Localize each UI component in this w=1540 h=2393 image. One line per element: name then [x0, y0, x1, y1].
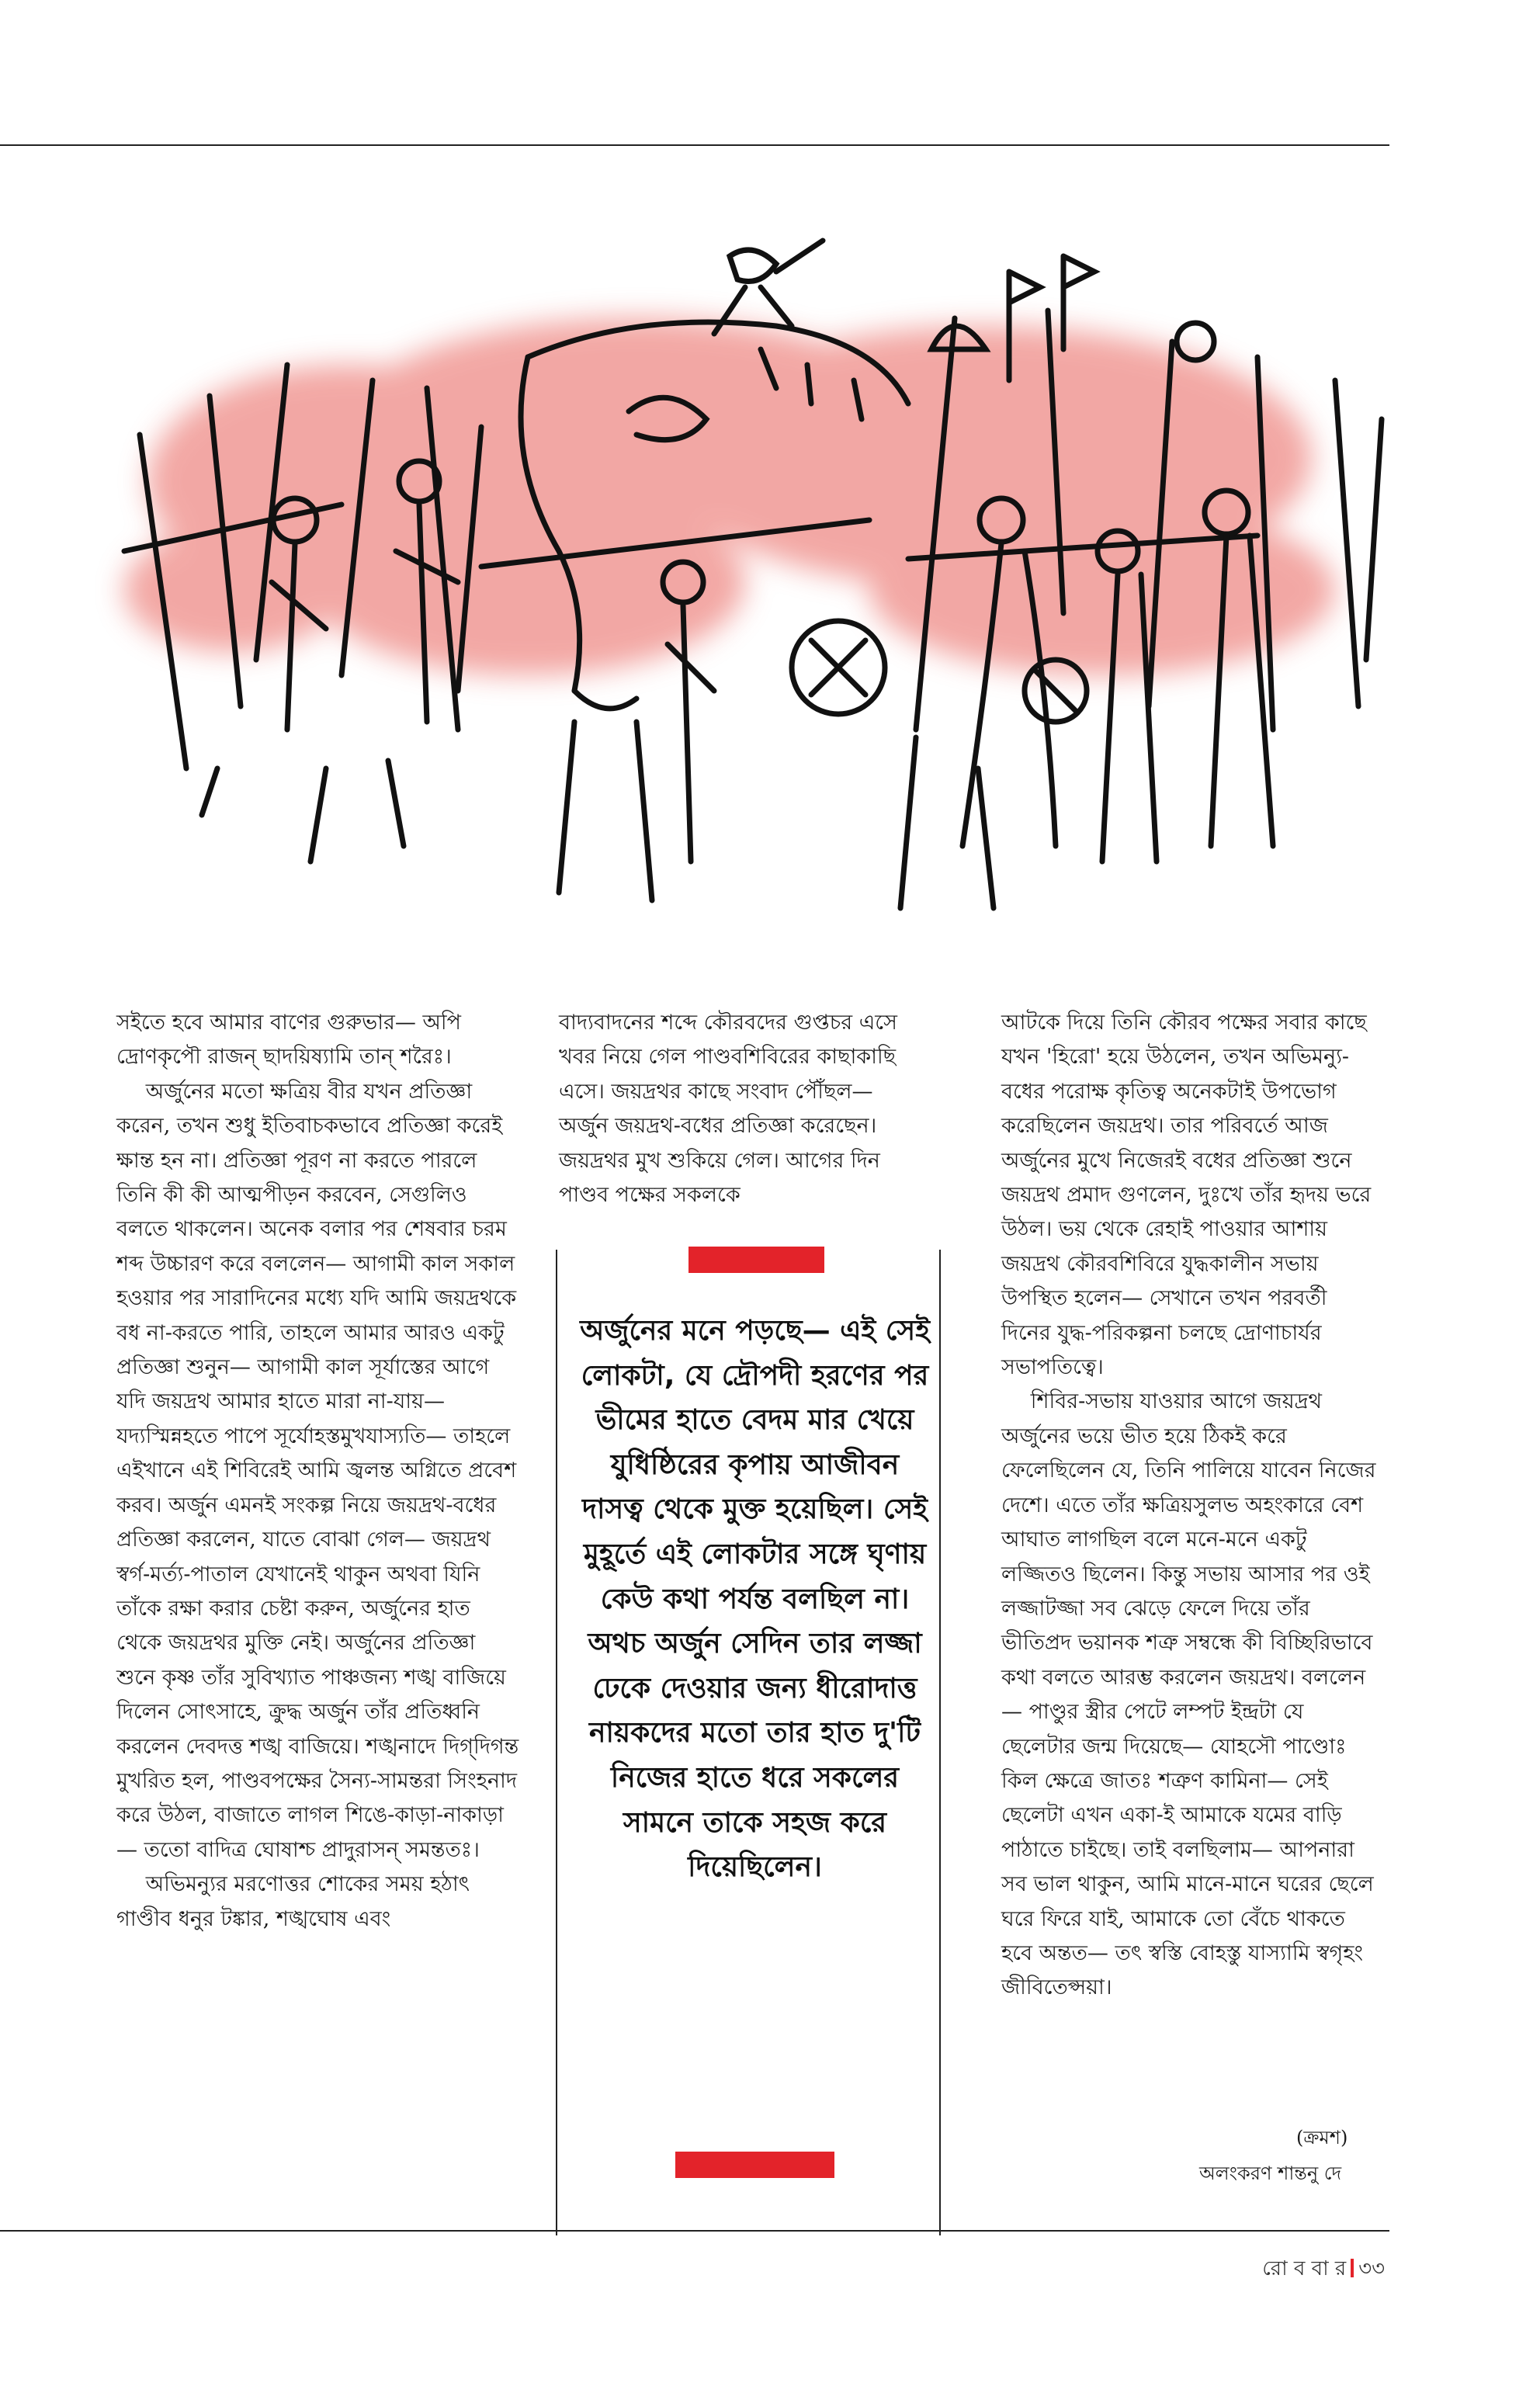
column-divider	[556, 1250, 557, 2235]
footer-separator	[1351, 2259, 1354, 2277]
pullquote-bottom-bar	[675, 2152, 834, 2178]
illustration-sketch	[93, 225, 1413, 947]
article-column-1	[116, 1006, 520, 1937]
paragraph: অর্জুনের মতো ক্ষত্রিয় বীর যখন প্রতিজ্ঞা করেন, তখন শুধু ইতিবাচকভাবে প্রতিজ্ঞা করেই ক্ষান্ত হন না। প্রতিজ্ঞা পূরণ না করতে পারলে তিনি কী কী আত্মপীড়ন করবেন, সেগুলিও বলতে থাকলেন। অনেক বলার পর শেষবার চরম শব্দ উচ্চারণ করে বললেন— আগামী কাল সকাল হওয়ার পর সারাদিনের মধ্যে যদি আমি জয়দ্রথকে বধ না-করতে পারি, তাহলে আমার আরও একটু প্রতিজ্ঞা শুনুন— আগামী কাল সূর্যাস্তের আগে যদি জয়দ্রথ আমার হাতে মারা না-যায়— যদ্যস্মিন্নহতে পাপে সূর্যোহস্তমুখযাস্যতি— তাহলে এইখানে এই শিবিরেই আমি জ্বলন্ত অগ্নিতে প্রবেশ করব। অর্জুন এমনই সংকল্প নিয়ে জয়দ্রথ-বধের প্রতিজ্ঞা করলেন, যাতে বোঝা গেল— জয়দ্রথ স্বর্গ-মর্ত্য-পাতাল যেখানেই থাকুন অথবা যিনি তাঁকে রক্ষা করার চেষ্টা করুন, অর্জুনের হাত থেকে জয়দ্রথর মুক্তি নেই। অর্জুনের প্রতিজ্ঞা শুনে কৃষ্ণ তাঁর সুবিখ্যাত পাঞ্চজন্য শঙ্খ বাজিয়ে দিলেন সোৎসাহে, ক্রুদ্ধ অর্জুন তাঁর প্রতিধ্বনি করলেন দেবদত্ত শঙ্খ বাজিয়ে। শঙ্খনাদে দিগ্‌দিগন্ত মুখরিত হল, পাণ্ডবপক্ষের সৈন্য-সামন্তরা সিংহনাদ করে উঠল, বাজাতে লাগল শিঙে-কাড়া-নাকাড়া— ততো বাদিত্র ঘোষাশ্চ প্রাদুরাসন্‌ সমন্ততঃ।	[116, 1079, 519, 1862]
bottom-rule	[0, 2230, 1389, 2232]
column-divider	[939, 1250, 941, 2235]
page-number: ৩৩	[1358, 2257, 1385, 2280]
pullquote-top-bar	[688, 1247, 824, 1273]
article-column-3	[1001, 1006, 1382, 2006]
continued-note: (ক্রমশ)	[1296, 2127, 1348, 2148]
top-rule	[0, 144, 1389, 146]
pullquote	[578, 1309, 931, 1890]
page-footer	[1262, 2253, 1385, 2287]
paragraph: আটকে দিয়ে তিনি কৌরব পক্ষের সবার কাছে যখন 'হিরো' হয়ে উঠলেন, তখন অভিমন্যু-বধের পরোক্ষ কৃতিত্ব অনেকটাই উপভোগ করেছিলেন জয়দ্রথ। তার পরিবর্তে আজ অর্জুনের মুখে নিজেরই বধের প্রতিজ্ঞা শুনে জয়দ্রথ প্রমাদ গুণলেন, দুঃখে তাঁর হৃদয় ভরে উঠল। ভয় থেকে রেহাই পাওয়ার আশায় জয়দ্রথ কৌরবশিবিরে যুদ্ধকালীন সভায় উপস্থিত হলেন— সেখানে তখন পরবর্তী দিনের যুদ্ধ-পরিকল্পনা চলছে দ্রোণাচার্যর সভাপতিত্বে।	[1001, 1011, 1372, 1380]
paragraph: সইতে হবে আমার বাণের গুরুভার— অপি দ্রোণকৃপৌ রাজন্‌ ছাদয়িষ্যামি তান্‌ শরৈঃ।	[116, 1011, 461, 1070]
article-column-2	[559, 1006, 916, 1212]
paragraph: অভিমন্যুর মরণোত্তর শোকের সময় হঠাৎ গাণ্ডীব ধনুর টঙ্কার, শঙ্খঘোষ এবং	[116, 1872, 470, 1931]
magazine-name: রো ব বা র	[1262, 2257, 1347, 2280]
illustration-credit: অলংকরণ শান্তনু দে	[1199, 2162, 1342, 2184]
paragraph: শিবির-সভায় যাওয়ার আগে জয়দ্রথ অর্জুনের ভয়ে ভীত হয়ে ঠিকই করে ফেলেছিলেন যে, তিনি পালিয়ে যাবেন নিজের দেশে। এতে তাঁর ক্ষত্রিয়সুলভ অহংকারে বেশ আঘাত লাগছিল বলে মনে-মনে একটু লজ্জিতও ছিলেন। কিন্তু সভায় আসার পর ওই লজ্জাটজ্জা সব ঝেড়ে ফেলে দিয়ে তাঁর ভীতিপ্রদ ভয়ানক শত্রু সম্বন্ধে কী বিচ্ছিরিভাবে কথা বলতে আরম্ভ করলেন জয়দ্রথ। বললেন— পাণ্ডুর স্ত্রীর পেটে লম্পট ইন্দ্রটা যে ছেলেটার জন্ম দিয়েছে— যোহসৌ পাণ্ডোঃ কিল ক্ষেত্রে জাতঃ শত্রুণ কামিনা— সেই ছেলেটা এখন একা-ই আমাকে যমের বাড়ি পাঠাতে চাইছে। তাই বলছিলাম— আপনারা সব ভাল থাকুন, আমি মানে-মানে ঘরের ছেলে ঘরে ফিরে যাই, আমাকে তো বেঁচে থাকতে হবে অন্তত— তৎ স্বস্তি বোহস্তু যাস্যামি স্বগৃহং জীবিতেপ্সয়া।	[1001, 1389, 1376, 2000]
paragraph: বাদ্যবাদনের শব্দে কৌরবদের গুপ্তচর এসে খবর নিয়ে গেল পাণ্ডবশিবিরের কাছাকাছি এসে। জয়দ্রথর কাছে সংবাদ পৌঁছল— অর্জুন জয়দ্রথ-বধের প্রতিজ্ঞা করেছেন। জয়দ্রথর মুখ শুকিয়ে গেল। আগের দিন পাণ্ডব পক্ষের সকলকে	[559, 1011, 897, 1208]
pullquote-text: অর্জুনের মনে পড়ছে— এই সেই লোকটা, যে দ্রৌপদী হরণের পর ভীমের হাতে বেদম মার খেয়ে যুধিষ্ঠিরের কৃপায় আজীবন দাসত্ব থেকে মুক্ত হয়েছিল। সেই মুহূর্তে এই লোকটার সঙ্গে ঘৃণায় কেউ কথা পর্যন্ত বলছিল না। অথচ অর্জুন সেদিন তার লজ্জা ঢেকে দেওয়ার জন্য ধীরোদাত্ত নায়কদের মতো তার হাত দু'টি নিজের হাতে ধরে সকলের সামনে তাকে সহজ করে দিয়েছিলেন।	[580, 1315, 930, 1884]
